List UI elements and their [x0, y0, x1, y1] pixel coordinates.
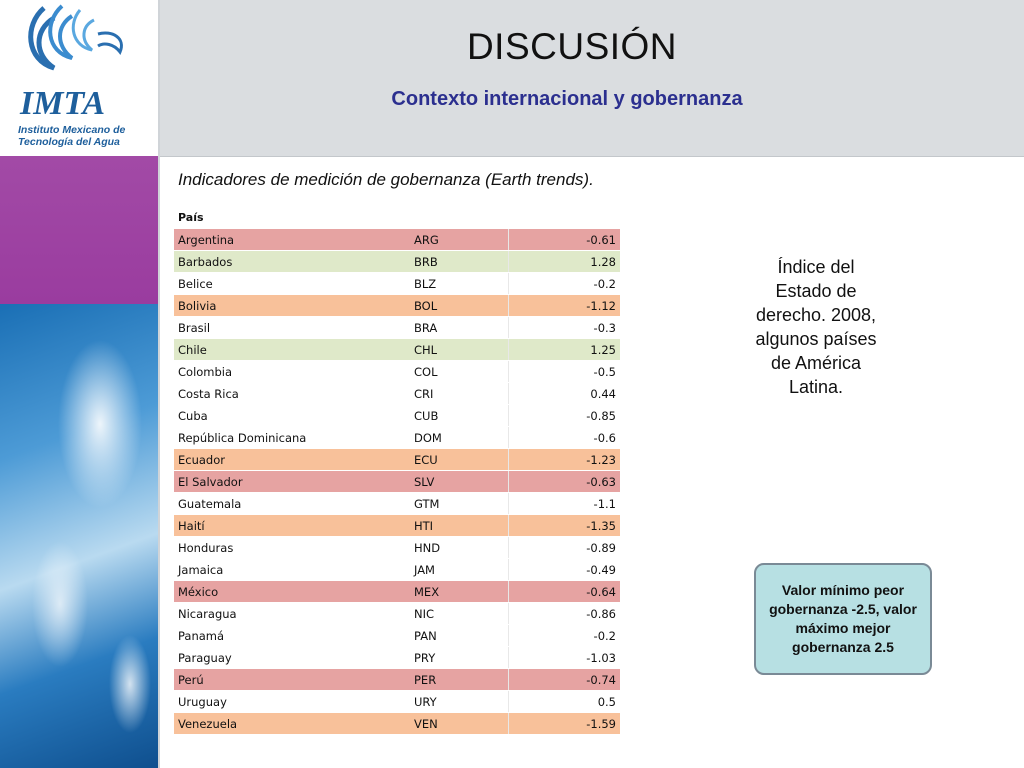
code-cell: MEX: [410, 581, 509, 603]
table-row: [174, 691, 620, 713]
code-cell: HND: [410, 537, 509, 559]
table-row: [174, 273, 620, 295]
value-cell: -0.61: [509, 229, 621, 251]
table-row: [174, 339, 620, 361]
purple-band: [0, 156, 158, 304]
page-subtitle: Contexto internacional y gobernanza: [391, 88, 743, 110]
country-cell: Brasil: [174, 317, 410, 339]
country-cell: Colombia: [174, 361, 410, 383]
table-row: [174, 537, 620, 559]
value-cell: -0.63: [509, 471, 621, 493]
country-cell: Costa Rica: [174, 383, 410, 405]
table-row: [174, 493, 620, 515]
value-cell: -0.2: [509, 273, 621, 295]
imta-logo-icon: [14, 0, 154, 120]
table-row: [174, 581, 620, 603]
side-note: Índice del Estado de derecho. 2008, algunos países de América Latina.: [755, 257, 877, 397]
column-header-country: País: [174, 207, 620, 229]
value-cell: -0.49: [509, 559, 621, 581]
table-row: [174, 405, 620, 427]
value-cell: 0.44: [509, 383, 621, 405]
country-cell: Venezuela: [174, 713, 410, 735]
country-cell: Barbados: [174, 251, 410, 273]
country-cell: Uruguay: [174, 691, 410, 713]
table-row: [174, 603, 620, 625]
table-row: [174, 669, 620, 691]
value-cell: -1.03: [509, 647, 621, 669]
table-row: [174, 449, 620, 471]
table-row: [174, 229, 620, 251]
value-cell: -0.6: [509, 427, 621, 449]
value-cell: -0.89: [509, 537, 621, 559]
table-row: [174, 317, 620, 339]
value-cell: -1.35: [509, 515, 621, 537]
country-cell: Ecuador: [174, 449, 410, 471]
code-cell: NIC: [410, 603, 509, 625]
value-cell: -0.86: [509, 603, 621, 625]
logo-area: [0, 0, 158, 156]
value-cell: -0.85: [509, 405, 621, 427]
code-cell: BRB: [410, 251, 509, 273]
callout-text: Valor mínimo peor gobernanza -2.5, valor máximo mejor gobernanza 2.5: [769, 582, 917, 655]
country-cell: Jamaica: [174, 559, 410, 581]
code-cell: ARG: [410, 229, 509, 251]
country-cell: México: [174, 581, 410, 603]
page-title: DISCUSIÓN: [466, 26, 678, 67]
value-cell: 0.5: [509, 691, 621, 713]
value-cell: 1.25: [509, 339, 621, 361]
table-caption: Indicadores de medición de gobernanza (Earth trends).: [178, 170, 594, 189]
value-cell: -1.12: [509, 295, 621, 317]
logo-wordmark: IMTA: [20, 85, 106, 120]
table-row: [174, 559, 620, 581]
table-row: [174, 515, 620, 537]
callout-box: [754, 563, 932, 675]
code-cell: COL: [410, 361, 509, 383]
country-cell: Guatemala: [174, 493, 410, 515]
table-row: [174, 647, 620, 669]
code-cell: JAM: [410, 559, 509, 581]
code-cell: CUB: [410, 405, 509, 427]
value-cell: -0.74: [509, 669, 621, 691]
code-cell: URY: [410, 691, 509, 713]
code-cell: VEN: [410, 713, 509, 735]
code-cell: PER: [410, 669, 509, 691]
country-cell: El Salvador: [174, 471, 410, 493]
logo-institute-name: Instituto Mexicano de Tecnología del Agua: [18, 124, 126, 148]
value-cell: -0.2: [509, 625, 621, 647]
country-cell: República Dominicana: [174, 427, 410, 449]
table-row: [174, 427, 620, 449]
water-image: [0, 304, 158, 768]
code-cell: CRI: [410, 383, 509, 405]
country-cell: Chile: [174, 339, 410, 361]
table-row: [174, 251, 620, 273]
value-cell: -1.1: [509, 493, 621, 515]
value-cell: -1.23: [509, 449, 621, 471]
table-row: [174, 295, 620, 317]
code-cell: HTI: [410, 515, 509, 537]
country-cell: Paraguay: [174, 647, 410, 669]
code-cell: BRA: [410, 317, 509, 339]
value-cell: -0.64: [509, 581, 621, 603]
country-cell: Argentina: [174, 229, 410, 251]
table-row: [174, 625, 620, 647]
country-cell: Nicaragua: [174, 603, 410, 625]
code-cell: GTM: [410, 493, 509, 515]
table-header-row: [174, 207, 620, 229]
country-cell: Haití: [174, 515, 410, 537]
country-cell: Belice: [174, 273, 410, 295]
value-cell: -1.59: [509, 713, 621, 735]
header: [160, 0, 1024, 157]
country-cell: Perú: [174, 669, 410, 691]
code-cell: BLZ: [410, 273, 509, 295]
table-row: [174, 713, 620, 735]
code-cell: SLV: [410, 471, 509, 493]
governance-table: [174, 207, 620, 735]
code-cell: CHL: [410, 339, 509, 361]
code-cell: BOL: [410, 295, 509, 317]
code-cell: ECU: [410, 449, 509, 471]
code-cell: DOM: [410, 427, 509, 449]
value-cell: -0.5: [509, 361, 621, 383]
table-row: [174, 383, 620, 405]
code-cell: PRY: [410, 647, 509, 669]
country-cell: Honduras: [174, 537, 410, 559]
country-cell: Cuba: [174, 405, 410, 427]
country-cell: Panamá: [174, 625, 410, 647]
table-row: [174, 361, 620, 383]
value-cell: 1.28: [509, 251, 621, 273]
value-cell: -0.3: [509, 317, 621, 339]
code-cell: PAN: [410, 625, 509, 647]
table-row: [174, 471, 620, 493]
country-cell: Bolivia: [174, 295, 410, 317]
